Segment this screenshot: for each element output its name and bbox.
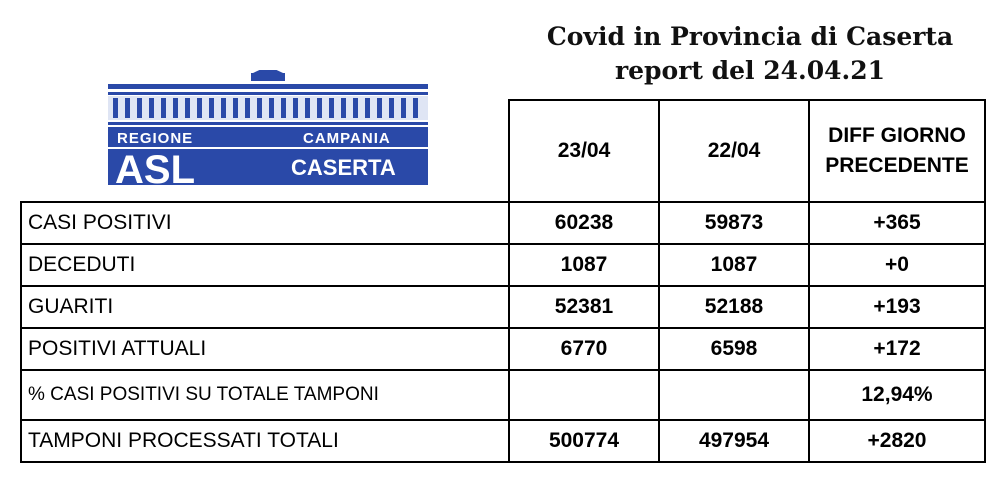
row-value-1: 52381 <box>509 286 659 328</box>
row-label: % CASI POSITIVI SU TOTALE TAMPONI <box>21 370 509 420</box>
column-header-diff <box>809 100 985 202</box>
row-label: TAMPONI PROCESSATI TOTALI <box>21 420 509 462</box>
row-label: POSITIVI ATTUALI <box>21 328 509 370</box>
row-value-1 <box>509 370 659 420</box>
row-diff: +172 <box>809 328 985 370</box>
row-value-1: 500774 <box>509 420 659 462</box>
column-header-date-1: 23/04 <box>509 100 659 202</box>
row-value-2: 59873 <box>659 202 809 244</box>
diff-header-line-1: DIFF GIORNO <box>828 124 966 147</box>
report-title <box>500 20 1000 88</box>
row-value-2: 1087 <box>659 244 809 286</box>
row-diff: 12,94% <box>809 370 985 420</box>
row-label: CASI POSITIVI <box>21 202 509 244</box>
svg-text:ASL: ASL <box>115 148 195 188</box>
table-row <box>21 370 985 420</box>
row-value-2: 497954 <box>659 420 809 462</box>
table-row <box>21 202 985 244</box>
row-label: GUARITI <box>21 286 509 328</box>
title-line-2: report del 24.04.21 <box>614 56 886 85</box>
header-blank-cell <box>21 100 509 202</box>
row-diff: +193 <box>809 286 985 328</box>
covid-report-table <box>20 99 986 463</box>
row-value-2: 52188 <box>659 286 809 328</box>
row-diff: +0 <box>809 244 985 286</box>
svg-text:CASERTA: CASERTA <box>291 155 396 180</box>
title-line-1: Covid in Provincia di Caserta <box>546 22 954 51</box>
table-row <box>21 328 985 370</box>
row-value-1: 60238 <box>509 202 659 244</box>
column-header-date-2: 22/04 <box>659 100 809 202</box>
row-label: DECEDUTI <box>21 244 509 286</box>
svg-text:REGIONE: REGIONE <box>117 130 194 147</box>
row-value-1: 6770 <box>509 328 659 370</box>
table-row <box>21 286 985 328</box>
row-value-2: 6598 <box>659 328 809 370</box>
row-value-2 <box>659 370 809 420</box>
svg-text:CAMPANIA: CAMPANIA <box>303 130 391 147</box>
row-diff: +2820 <box>809 420 985 462</box>
table-row <box>21 244 985 286</box>
table-row <box>21 420 985 462</box>
diff-header-line-2: PRECEDENTE <box>825 154 969 177</box>
row-value-1: 1087 <box>509 244 659 286</box>
table-header-row <box>21 100 985 202</box>
row-diff: +365 <box>809 202 985 244</box>
